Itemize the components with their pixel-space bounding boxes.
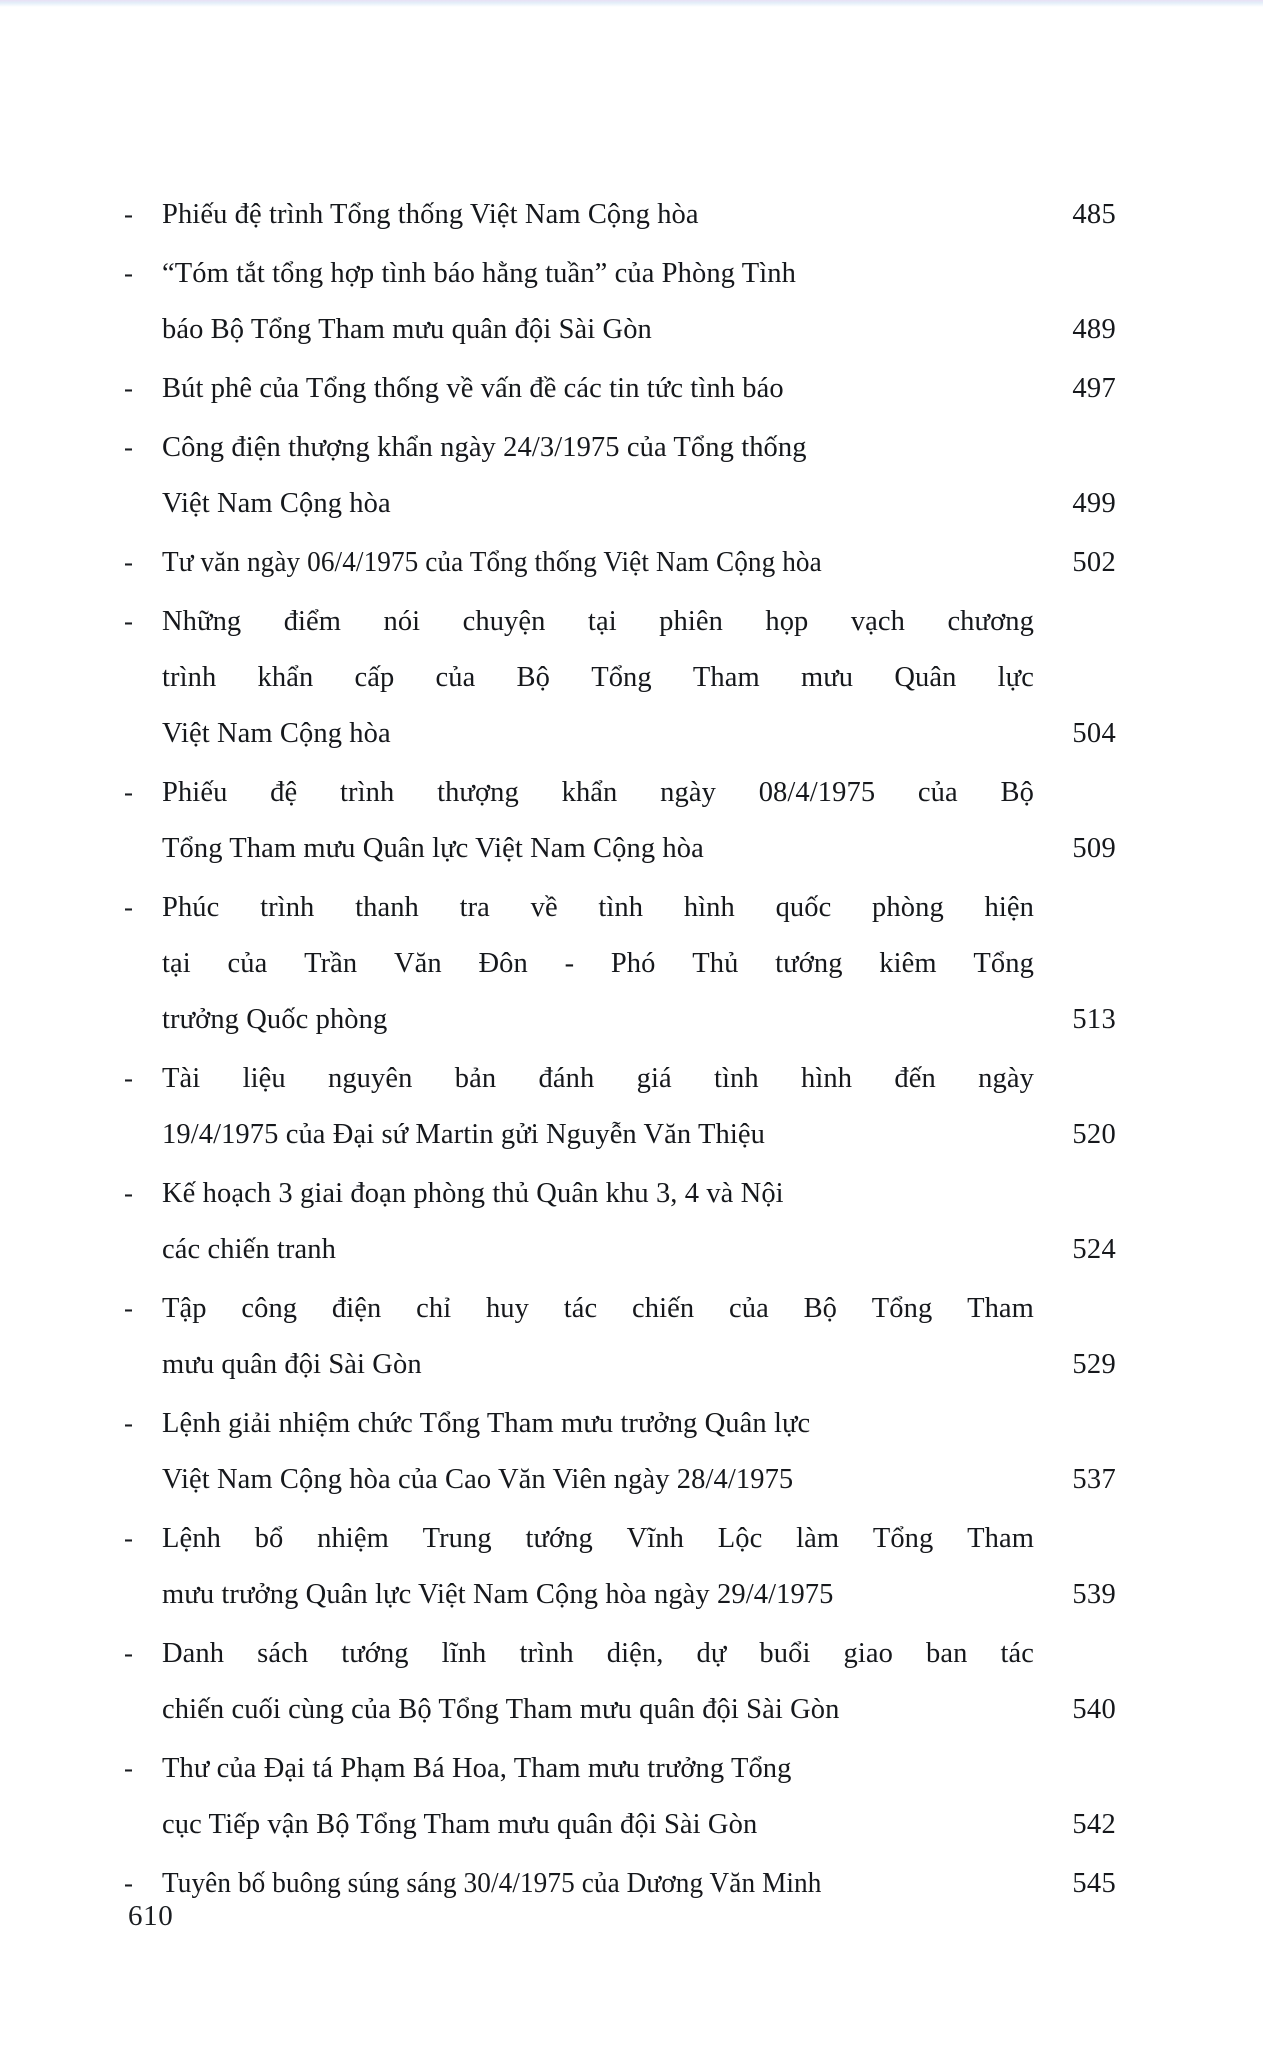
toc-entry-title-text: Tập công điện chỉ huy tác chiến của Bộ Tổng Tham [162, 1293, 1034, 1324]
toc-entry-line [162, 1166, 1152, 1222]
toc-entry-row [122, 419, 1152, 532]
toc-entry-row [122, 245, 1152, 358]
toc-entry-title-text: Bút phê của Tổng thống về vấn đề các tin tức tình báo [162, 373, 784, 404]
toc-entry-title-text: Phiếu đệ trình Tổng thống Việt Nam Cộng hòa [162, 199, 699, 230]
toc-entry-line [162, 1626, 1152, 1682]
toc-entry-line [162, 1452, 1152, 1508]
toc-entry-title-text: trưởng Quốc phòng [162, 1004, 388, 1035]
scan-artifact [0, 0, 1263, 7]
toc-entry-line [162, 880, 1152, 936]
toc-entry-row [122, 879, 1152, 1048]
toc-entry-lines [162, 880, 1152, 1048]
toc-entry-title-text: Tổng Tham mưu Quân lực Việt Nam Cộng hòa [162, 833, 704, 864]
toc-entry-title-text: Tuyên bố buông súng sáng 30/4/1975 của Dương Văn Minh [162, 1868, 822, 1899]
toc-entry[interactable] [122, 360, 1152, 417]
toc-entry-lines [162, 1166, 1152, 1278]
toc-entry-page-number: 540 [1072, 1694, 1116, 1725]
toc-entry-row [122, 1855, 1152, 1912]
toc-entry[interactable] [122, 1510, 1152, 1623]
table-of-contents-list [122, 186, 1152, 1914]
toc-entry-title-text: mưu trưởng Quân lực Việt Nam Cộng hòa ngày 29/4/1975 [162, 1579, 834, 1610]
toc-entry[interactable] [122, 1050, 1152, 1163]
toc-entry-page-number: 489 [1072, 314, 1116, 345]
toc-entry-title-text: Lệnh bổ nhiệm Trung tướng Vĩnh Lộc làm Tổng Tham [162, 1523, 1034, 1554]
toc-entry-lines [162, 594, 1152, 762]
toc-entry-lines [162, 420, 1152, 532]
toc-entry-line [162, 1797, 1152, 1853]
toc-entry-lines [162, 1511, 1152, 1623]
toc-entry-title-text: Việt Nam Cộng hòa [162, 718, 391, 749]
toc-entry-row [122, 1740, 1152, 1853]
dash-bullet-icon: - [124, 1178, 133, 1208]
toc-entry-line [162, 992, 1152, 1048]
toc-entry-page-number: 502 [1072, 547, 1116, 578]
toc-entry[interactable] [122, 1740, 1152, 1853]
toc-entry-title-text: Thư của Đại tá Phạm Bá Hoa, Tham mưu trưởng Tổng [162, 1753, 792, 1784]
toc-entry-page-number: 539 [1072, 1579, 1116, 1610]
toc-entry-line [162, 1741, 1152, 1797]
toc-entry-title-text: 19/4/1975 của Đại sứ Martin gửi Nguyễn Văn Thiệu [162, 1119, 765, 1150]
toc-entry-row [122, 1165, 1152, 1278]
toc-entry[interactable] [122, 879, 1152, 1048]
toc-entry-lines [162, 1856, 1152, 1912]
toc-entry-row [122, 1625, 1152, 1738]
toc-entry-line [162, 1567, 1152, 1623]
toc-entry-lines [162, 1396, 1152, 1508]
toc-entry-lines [162, 1741, 1152, 1853]
toc-entry-row [122, 534, 1152, 591]
dash-bullet-icon: - [124, 432, 133, 462]
toc-entry-title-text: các chiến tranh [162, 1234, 336, 1265]
toc-entry-page-number: 537 [1072, 1464, 1116, 1495]
toc-entry-line [162, 594, 1152, 650]
dash-bullet-icon: - [124, 1753, 133, 1783]
toc-entry-title-text: tại của Trần Văn Đôn - Phó Thủ tướng kiêm Tổng [162, 948, 1034, 979]
toc-entry-line [162, 1281, 1152, 1337]
toc-entry[interactable] [122, 419, 1152, 532]
dash-bullet-icon: - [124, 777, 133, 807]
toc-entry-line [162, 246, 1152, 302]
toc-entry-line [162, 1107, 1152, 1163]
toc-entry-title-text: mưu quân đội Sài Gòn [162, 1349, 422, 1380]
dash-bullet-icon: - [124, 1523, 133, 1553]
dash-bullet-icon: - [124, 1408, 133, 1438]
toc-entry-row [122, 186, 1152, 243]
toc-entry-row [122, 1280, 1152, 1393]
dash-bullet-icon: - [124, 373, 133, 403]
toc-entry-row [122, 1050, 1152, 1163]
toc-entry-title-text: Việt Nam Cộng hòa [162, 488, 391, 519]
toc-entry-page-number: 497 [1072, 373, 1116, 404]
toc-entry-page-number: 499 [1072, 488, 1116, 519]
toc-entry-line [162, 1856, 1152, 1912]
toc-entry-title-text: Việt Nam Cộng hòa của Cao Văn Viên ngày 28/4/1975 [162, 1464, 794, 1495]
toc-entry-line [162, 1396, 1152, 1452]
toc-entry-row [122, 764, 1152, 877]
toc-entry-title-text: “Tóm tắt tổng hợp tình báo hằng tuần” của Phòng Tình [162, 258, 796, 289]
toc-entry-title-text: Những điểm nói chuyện tại phiên họp vạch chương [162, 606, 1034, 637]
toc-entry-page-number: 524 [1072, 1234, 1116, 1265]
toc-entry-line [162, 1337, 1152, 1393]
toc-entry-line [162, 1682, 1152, 1738]
toc-entry-line [162, 1222, 1152, 1278]
dash-bullet-icon: - [124, 199, 133, 229]
toc-entry-title-text: Danh sách tướng lĩnh trình diện, dự buổi giao ban tác [162, 1638, 1034, 1669]
toc-entry[interactable] [122, 186, 1152, 243]
toc-entry-line [162, 361, 1152, 417]
dash-bullet-icon: - [124, 258, 133, 288]
toc-entry-page-number: 529 [1072, 1349, 1116, 1380]
toc-entry[interactable] [122, 534, 1152, 591]
toc-entry-line [162, 936, 1152, 992]
toc-entry-row [122, 1510, 1152, 1623]
toc-entry[interactable] [122, 764, 1152, 877]
toc-entry-page-number: 509 [1072, 833, 1116, 864]
toc-entry-lines [162, 765, 1152, 877]
toc-entry-line [162, 821, 1152, 877]
toc-entry-page-number: 513 [1072, 1004, 1116, 1035]
toc-entry-title-text: Phiếu đệ trình thượng khẩn ngày 08/4/1975 của Bộ [162, 777, 1034, 808]
toc-entry-page-number: 485 [1072, 199, 1116, 230]
dash-bullet-icon: - [124, 1293, 133, 1323]
toc-entry-page-number: 520 [1072, 1119, 1116, 1150]
toc-entry[interactable] [122, 1280, 1152, 1393]
toc-entry[interactable] [122, 1625, 1152, 1738]
toc-entry-lines [162, 535, 1152, 591]
toc-entry-lines [162, 1626, 1152, 1738]
toc-entry[interactable] [122, 593, 1152, 762]
toc-entry-line [162, 535, 1152, 591]
toc-entry-lines [162, 1281, 1152, 1393]
dash-bullet-icon: - [124, 1868, 133, 1898]
toc-entry-line [162, 650, 1152, 706]
dash-bullet-icon: - [124, 1638, 133, 1668]
toc-entry[interactable] [122, 245, 1152, 358]
toc-entry-line [162, 476, 1152, 532]
toc-entry-lines [162, 187, 1152, 243]
dash-bullet-icon: - [124, 547, 133, 577]
toc-entry-line [162, 187, 1152, 243]
toc-entry-line [162, 706, 1152, 762]
toc-entry-line [162, 1511, 1152, 1567]
dash-bullet-icon: - [124, 892, 133, 922]
dash-bullet-icon: - [124, 1063, 133, 1093]
toc-entry-title-text: Phúc trình thanh tra về tình hình quốc phòng hiện [162, 892, 1034, 923]
toc-entry-line [162, 765, 1152, 821]
toc-entry-row [122, 360, 1152, 417]
toc-entry-lines [162, 361, 1152, 417]
toc-entry-title-text: báo Bộ Tổng Tham mưu quân đội Sài Gòn [162, 314, 652, 345]
toc-entry-lines [162, 1051, 1152, 1163]
toc-entry-title-text: Lệnh giải nhiệm chức Tổng Tham mưu trưởng Quân lực [162, 1408, 811, 1439]
toc-entry-row [122, 1395, 1152, 1508]
toc-entry-lines [162, 246, 1152, 358]
toc-entry-title-text: Tài liệu nguyên bản đánh giá tình hình đến ngày [162, 1063, 1034, 1094]
toc-entry-page-number: 545 [1072, 1868, 1116, 1899]
toc-entry-page-number: 542 [1072, 1809, 1116, 1840]
toc-entry[interactable] [122, 1165, 1152, 1278]
toc-entry-row [122, 593, 1152, 762]
toc-entry-title-text: trình khẩn cấp của Bộ Tổng Tham mưu Quân lực [162, 662, 1034, 693]
toc-entry-page-number: 504 [1072, 718, 1116, 749]
toc-entry[interactable] [122, 1855, 1152, 1912]
toc-entry-title-text: Công điện thượng khẩn ngày 24/3/1975 của Tổng thống [162, 432, 807, 463]
toc-entry-title-text: cục Tiếp vận Bộ Tổng Tham mưu quân đội Sài Gòn [162, 1809, 758, 1840]
toc-entry-line [162, 420, 1152, 476]
toc-entry-title-text: chiến cuối cùng của Bộ Tổng Tham mưu quân đội Sài Gòn [162, 1694, 840, 1725]
toc-entry-line [162, 1051, 1152, 1107]
dash-bullet-icon: - [124, 606, 133, 636]
toc-entry[interactable] [122, 1395, 1152, 1508]
page-folio-number: 610 [128, 1900, 174, 1932]
toc-entry-title-text: Kế hoạch 3 giai đoạn phòng thủ Quân khu 3, 4 và Nội [162, 1178, 784, 1209]
toc-entry-title-text: Tư văn ngày 06/4/1975 của Tổng thống Việt Nam Cộng hòa [162, 547, 822, 578]
toc-entry-line [162, 302, 1152, 358]
